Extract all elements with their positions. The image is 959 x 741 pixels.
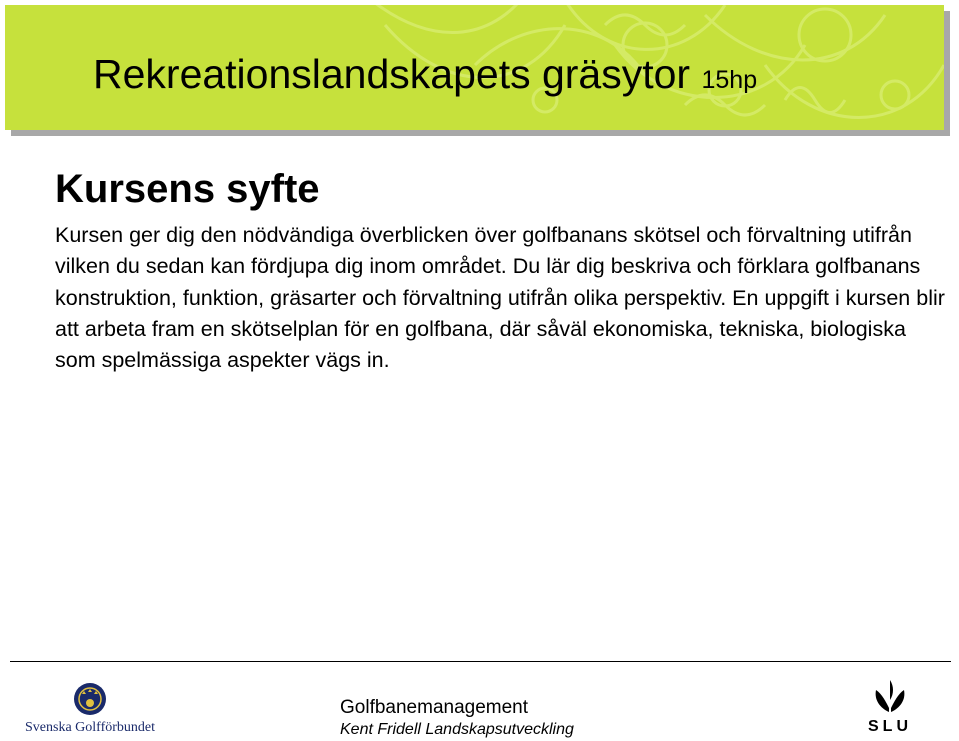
slide-title: Rekreationslandskapets gräsytor 15hp	[93, 51, 758, 97]
federation-name: Svenska Golfförbundet	[25, 720, 155, 735]
slu-logo	[858, 678, 922, 738]
footer-course-name: Golfbanemanagement	[340, 697, 529, 718]
svenska-golfforbundet-logo	[20, 681, 160, 737]
section-heading: Kursens syfte	[55, 167, 320, 211]
footer-author: Kent Fridell Landskapsutveckling	[340, 721, 574, 738]
federation-crest-icon	[70, 681, 110, 717]
footer-text	[340, 697, 640, 741]
slu-leaf-icon	[870, 678, 910, 716]
course-description: Kursen ger dig den nödvändiga överblicken över golfbanans skötsel och förvaltning utifrån vilken du sedan kan fördjupa dig inom området. Du lär dig beskriva och förklara golfbanans konstruktion, funktion, gräsarter och förvaltning utifrån olika perspektiv. En uppgift i kursen blir att arbeta fram en skötselplan för en golfbana, där såväl ekonomiska, tekniska, biologiska som spelmässiga aspekter vägs in.	[55, 223, 945, 373]
course-credits: 15hp	[701, 66, 758, 94]
footer-divider	[10, 661, 951, 662]
header-banner	[5, 5, 944, 130]
slu-wordmark: SLU	[868, 718, 912, 735]
